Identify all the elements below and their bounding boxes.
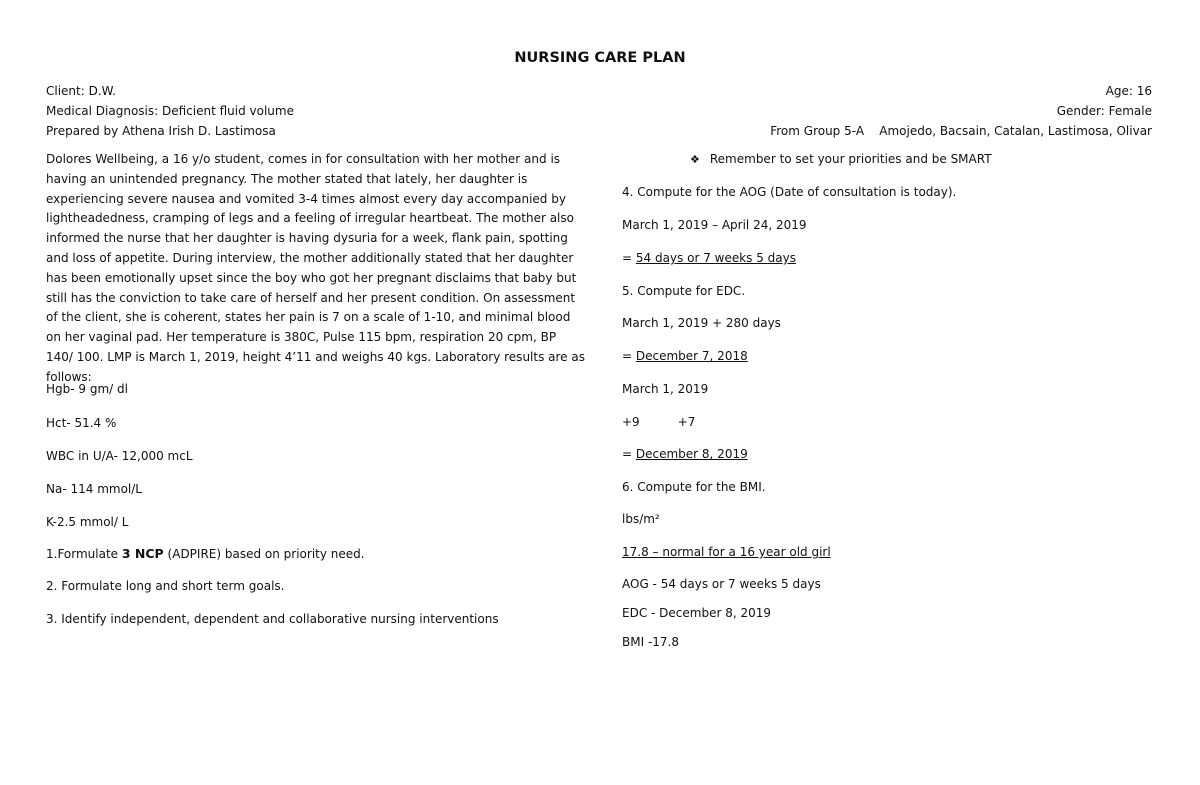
aog-result	[622, 251, 796, 265]
edc-add-day: +7	[677, 415, 696, 429]
client-name: Client: D.W.	[46, 84, 116, 98]
group-members: From Group 5-A Amojedo, Bacsain, Catalan, Lastimosa, Olivar	[770, 124, 1152, 138]
edc-result-2	[622, 447, 748, 461]
header-right	[770, 82, 1152, 142]
reminder-line	[690, 152, 992, 166]
client-age: Age: 16	[1105, 84, 1152, 98]
task-1-prefix: 1.Formulate	[46, 547, 122, 561]
task-2: 2. Formulate long and short term goals.	[46, 579, 285, 593]
edc-base: March 1, 2019	[622, 382, 709, 396]
document-title: NURSING CARE PLAN	[514, 50, 686, 66]
case-description: Dolores Wellbeing, a 16 y/o student, comes in for consultation with her mother and is having an unintended pregnancy. The mother stated that lately, her daughter is experiencing severe nausea and vomited 3-4 times almost every day accompanied by lightheadedness, cramping of legs and a feeling of irregular heartbeat. The mother also informed the nurse that her daughter is having dysuria for a week, flank pain, spotting and loss of appetite. During interview, the mother additionally stated that her daughter has been emotionally upset since the boy who got her pregnant disclaims that baby but still has the conviction to take care of herself and her present condition. On assessment of the client, she is coherent, states her pain is 7 on a scale of 1-10, and minimal blood on her vaginal pad. Her temperature is 380C, Pulse 115 bpm, respiration 20 cpm, BP 140/ 100. LMP is March 1, 2019, height 4’11 and weighs 40 kgs. Laboratory results are as follows:	[46, 152, 585, 384]
header-left	[46, 82, 294, 142]
lab-hct: Hct- 51.4 %	[46, 416, 117, 430]
edc1-prefix: =	[622, 349, 636, 363]
aog-prefix: =	[622, 251, 636, 265]
lab-k: K-2.5 mmol/ L	[46, 515, 129, 529]
summary-edc: EDC - December 8, 2019	[622, 606, 772, 620]
summary-aog: AOG - 54 days or 7 weeks 5 days	[622, 577, 821, 591]
task-1-bold: 3 NCP	[121, 546, 164, 561]
edc2-result-value: December 8, 2019	[635, 447, 748, 461]
edc2-prefix: =	[622, 447, 636, 461]
question-5: 5. Compute for EDC.	[622, 284, 746, 298]
aog-result-value: 54 days or 7 weeks 5 days	[635, 251, 797, 265]
client-gender: Gender: Female	[1056, 104, 1152, 118]
diamond-bullet-icon: ❖	[690, 153, 700, 166]
edc-result-1	[622, 349, 748, 363]
question-6: 6. Compute for the BMI.	[622, 480, 766, 494]
edc1-result-value: December 7, 2018	[635, 349, 748, 363]
task-3: 3. Identify independent, dependent and collaborative nursing interventions	[46, 612, 499, 626]
bmi-formula: lbs/m²	[622, 512, 660, 526]
prepared-by: Prepared by Athena Irish D. Lastimosa	[46, 124, 276, 138]
task-1-suffix: (ADPIRE) based on priority need.	[163, 547, 365, 561]
reminder-text: Remember to set your priorities and be SMART	[709, 152, 992, 166]
summary-bmi: BMI -17.8	[622, 635, 679, 649]
lab-wbc: WBC in U/A- 12,000 mcL	[46, 449, 193, 463]
lab-hgb: Hgb- 9 gm/ dl	[46, 382, 128, 396]
bmi-result: 17.8 – normal for a 16 year old girl	[622, 545, 831, 559]
aog-dates: March 1, 2019 – April 24, 2019	[622, 218, 807, 232]
edc-calc: March 1, 2019 + 280 days	[622, 316, 781, 330]
question-4: 4. Compute for the AOG (Date of consultation is today).	[622, 185, 957, 199]
lab-na: Na- 114 mmol/L	[46, 482, 142, 496]
task-1	[46, 546, 365, 561]
edc-additions	[622, 415, 695, 429]
edc-add-month: +9	[622, 415, 640, 429]
medical-diagnosis: Medical Diagnosis: Deficient fluid volume	[46, 104, 294, 118]
